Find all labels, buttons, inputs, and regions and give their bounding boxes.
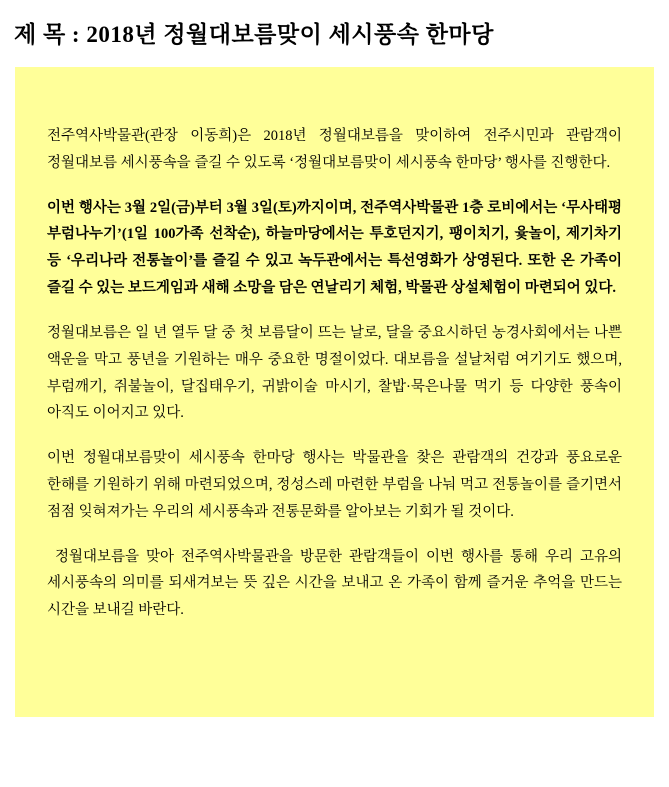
paragraph-intro: 전주역사박물관(관장 이동희)은 2018년 정월대보름을 맞이하여 전주시민과 관람객이 정월대보름 세시풍속을 즐길 수 있도록 ‘정월대보름맞이 세시풍속 한마당’ 행사를 진행한다.: [47, 128, 622, 171]
paragraph-meaning: 정월대보름은 일 년 열두 달 중 첫 보름달이 뜨는 날로, 달을 중요시하던 농경사회에서는 나쁜 액운을 막고 풍년을 기원하는 매우 중요한 명절이었다. 대보름을 설날처럼 여기기도 했으며, 부럼깨기, 쥐불놀이, 달집태우기, 귀밝이술 마시기, 찰밥·묵은나물 먹기 등 다양한 풍속이 아직도 이어지고 있다.: [47, 324, 622, 422]
paragraph-schedule: 이번 행사는 3월 2일(금)부터 3월 3일(토)까지이며, 전주역사박물관 1층 로비에서는 ‘무사태평 부럼나누기’(1일 100가족 선착순), 하늘마당에서는 투호던지기, 팽이치기, 윷놀이, 제기차기 등 ‘우리나라 전통놀이’를 즐길 수 있고 녹두관에서는 특선영화가 상영된다. 또한 온 가족이 즐길 수 있는 보드게임과 새해 소망을 담은 연날리기 체험, 박물관 상설체험이 마련되어 있다.: [47, 199, 622, 297]
paragraph-purpose: 이번 정월대보름맞이 세시풍속 한마당 행사는 박물관을 찾은 관람객의 건강과 풍요로운 한해를 기원하기 위해 마련되었으며, 정성스레 마련한 부럼을 나눠 먹고 전통놀이를 즐기면서 점점 잊혀져가는 우리의 세시풍속과 전통문화를 알아보는 기회가 될 것이다.: [47, 450, 622, 520]
highlighted-body-panel: [15, 67, 654, 717]
paragraph-closing: 정월대보름을 맞아 전주역사박물관을 방문한 관람객들이 이번 행사를 통해 우리 고유의 세시풍속의 의미를 되새겨보는 뜻 깊은 시간을 보내고 온 가족이 함께 즐거운 추억을 만드는 시간을 보내길 바란다.: [47, 548, 622, 619]
page-title: 제 목 : 2018년 정월대보름맞이 세시풍속 한마당: [14, 22, 494, 47]
